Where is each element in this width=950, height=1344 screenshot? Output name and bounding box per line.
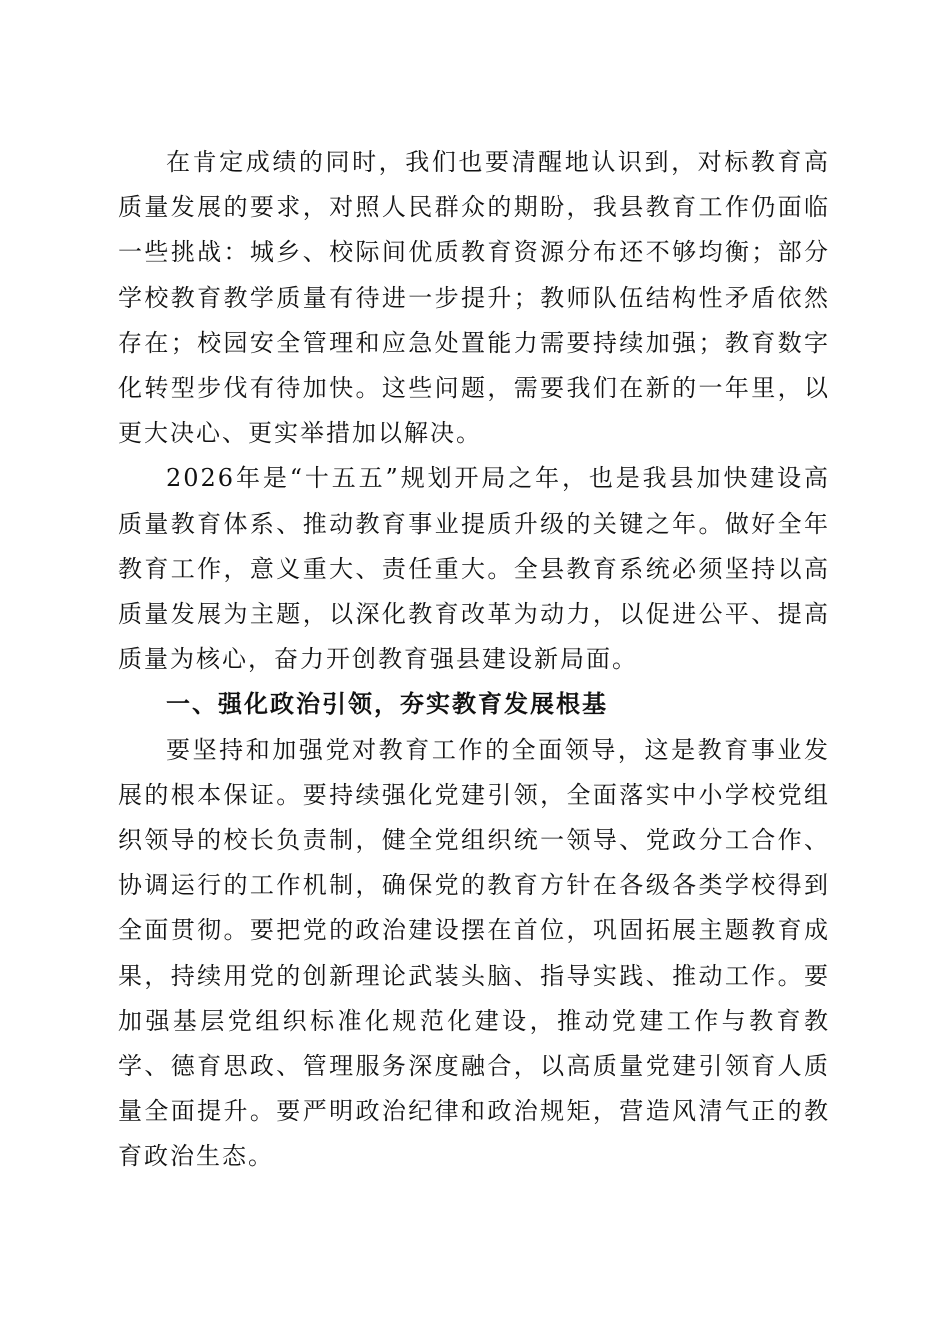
paragraph-2026-goals: 2026年是“十五五”规划开局之年，也是我县加快建设高质量教育体系、推动教育事业提质升级的关键之年。做好全年教育工作，意义重大、责任重大。全县教育系统必须坚持以高质量发展为主题，以深化教育改革为动力，以促进公平、提高质量为核心，奋力开创教育强县建设新局面。 — [118, 464, 830, 674]
section-heading: 一、强化政治引领，夯实教育发展根基 — [166, 690, 608, 719]
paragraph-challenges: 在肯定成绩的同时，我们也要清醒地认识到，对标教育高质量发展的要求，对照人民群众的期盼，我县教育工作仍面临一些挑战：城乡、校际间优质教育资源分布还不够均衡；部分学校教育教学质量有待进一步提升；教师队伍结构性矛盾依然存在；校园安全管理和应急处置能力需要持续加强；教育数字化转型步伐有待加快。这些问题，需要我们在新的一年里，以更大决心、更实举措加以解决。 — [118, 148, 830, 448]
paragraph-party-leadership: 要坚持和加强党对教育工作的全面领导，这是教育事业发展的根本保证。要持续强化党建引领，全面落实中小学校党组织领导的校长负责制，健全党组织统一领导、党政分工合作、协调运行的工作机制，确保党的教育方针在各级各类学校得到全面贯彻。要把党的政治建设摆在首位，巩固拓展主题教育成果，持续用党的创新理论武装头脑、指导实践、推动工作。要加强基层党组织标准化规范化建设，推动党建工作与教育教学、德育思政、管理服务深度融合，以高质量党建引领育人质量全面提升。要严明政治纪律和政治规矩，营造风清气正的教育政治生态。 — [118, 735, 830, 1171]
document-body — [118, 140, 830, 1180]
